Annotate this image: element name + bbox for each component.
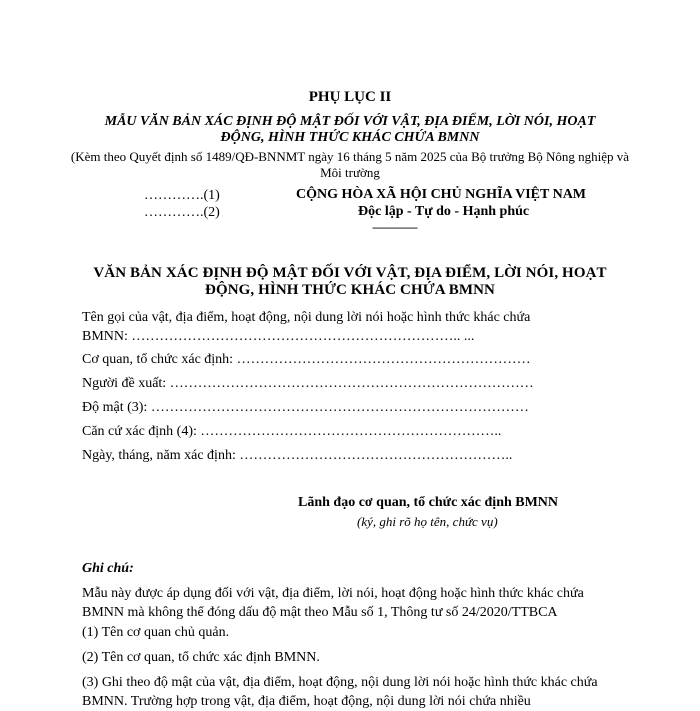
notes-intro: Mẫu này được áp dụng đối với vật, địa điểm, lời nói, hoạt động hoặc hình thức khác chứa BMNN mà không thể đóng dấu độ mật theo Mẫu số 1, Thông tư số 24/2020/TTBCA <box>82 586 584 620</box>
appendix-note: (Kèm theo Quyết định số 1489/QĐ-BNNMT ngày 16 tháng 5 năm 2025 của Bộ trưởng Bộ Nông nghiệp và Môi trường <box>70 149 630 180</box>
field-agency: Cơ quan, tổ chức xác định: ……………………………………………………… <box>82 352 531 367</box>
field-basis: Căn cứ xác định (4): ……………………………………………………….. <box>82 424 502 439</box>
field-date: Ngày, tháng, năm xác định: ………………………………………………….. <box>82 448 513 463</box>
field-object-name-continued: BMNN: …………………………………………………………….. ... <box>82 329 475 344</box>
document-title: VĂN BẢN XÁC ĐỊNH ĐỘ MẬT ĐỐI VỚI VẬT, ĐỊA ĐIỂM, LỜI NÓI, HOẠT ĐỘNG, HÌNH THỨC KHÁC CHỨA BMNN <box>93 265 607 298</box>
field-secrecy-level: Độ mật (3): ……………………………………………………………………… <box>82 400 529 415</box>
org-line-1: ………….(1) <box>144 188 220 203</box>
org-line-2: ………….(2) <box>144 205 220 220</box>
motto: Độc lập - Tự do - Hạnh phúc <box>358 204 530 219</box>
note-item-3: (3) Ghi theo độ mật của vật, địa điểm, hoạt động, nội dung lời nói hoặc hình thức khác chứa BMNN. Trường hợp trong vật, địa điểm, hoạt động, nội dung lời nói chứa nhiều <box>82 675 598 709</box>
note-item-2: (2) Tên cơ quan, tổ chức xác định BMNN. <box>82 650 320 665</box>
signer-note: (ký, ghi rõ họ tên, chức vụ) <box>357 514 498 529</box>
note-item-1: (1) Tên cơ quan chủ quản. <box>82 625 230 640</box>
signer-title: Lãnh đạo cơ quan, tổ chức xác định BMNN <box>298 495 559 510</box>
field-proposer: Người đề xuất: …………………………………………………………………… <box>82 376 534 391</box>
motto-rule: --------------- <box>372 220 417 234</box>
appendix-subtitle: MẪU VĂN BẢN XÁC ĐỊNH ĐỘ MẬT ĐỐI VỚI VẬT, ĐỊA ĐIỂM, LỜI NÓI, HOẠT ĐỘNG, HÌNH THỨC KHÁC CHỨA BMNN <box>104 114 596 145</box>
field-object-name: Tên gọi của vật, địa điểm, hoạt động, nội dung lời nói hoặc hình thức khác chứa <box>82 310 531 325</box>
notes-heading: Ghi chú: <box>82 561 134 576</box>
appendix-title: PHỤ LỤC II <box>308 89 392 105</box>
national-title: CỘNG HÒA XÃ HỘI CHỦ NGHĨA VIỆT NAM <box>296 187 587 202</box>
